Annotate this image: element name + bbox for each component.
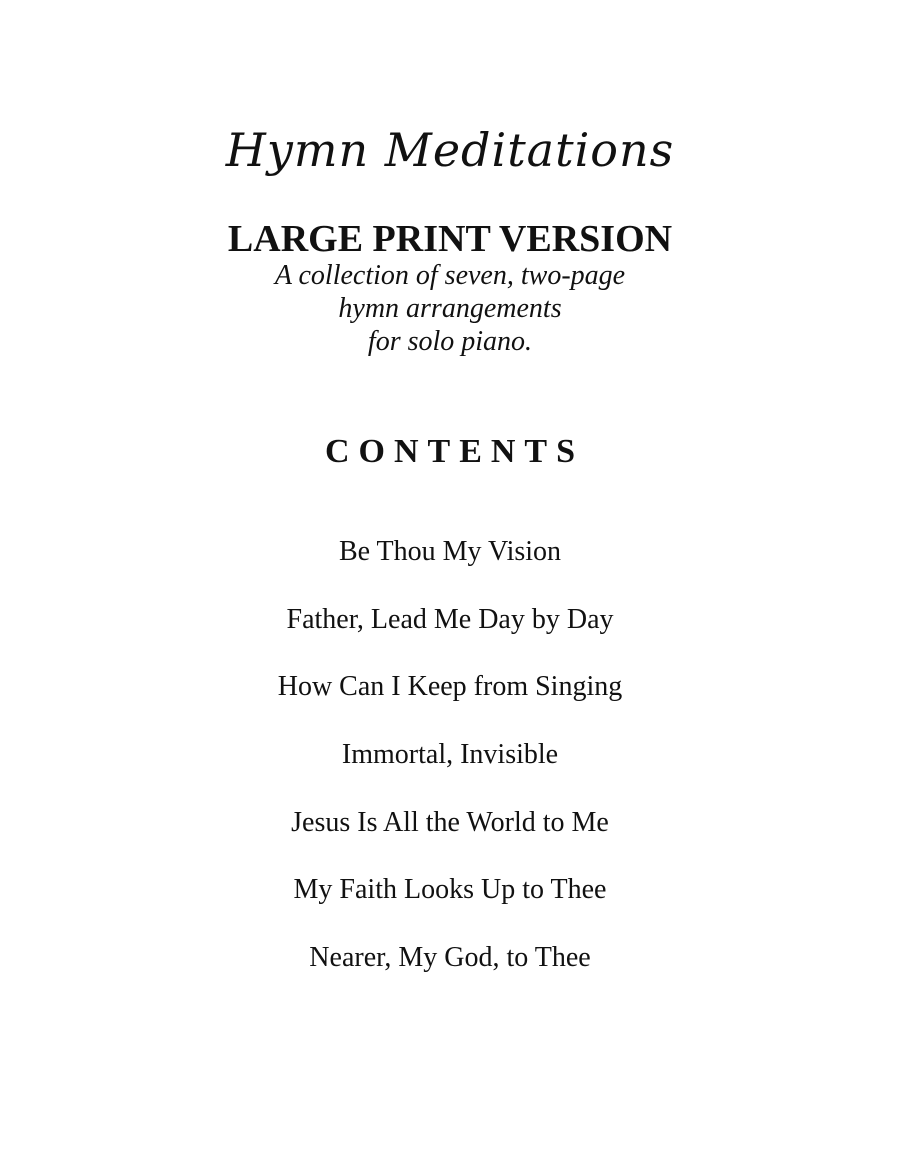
contents-item: How Can I Keep from Singing — [277, 671, 623, 703]
contents-item: Be Thou My Vision — [338, 536, 562, 567]
collection-description — [0, 259, 900, 358]
contents-item: Jesus Is All the World to Me — [291, 806, 609, 838]
contents-list — [0, 530, 900, 1004]
contents-item: Nearer, My God, to Thee — [309, 942, 591, 974]
description-line: A collection of seven, two-page — [274, 260, 626, 291]
document-subtitle: LARGE PRINT VERSION — [227, 218, 673, 260]
description-line: for solo piano. — [367, 326, 533, 357]
document-title: Hymn Meditations — [225, 123, 675, 177]
description-line: hymn arrangements — [338, 293, 562, 324]
contents-heading: CONTENTS — [324, 433, 585, 470]
contents-item: My Faith Looks Up to Thee — [293, 874, 607, 906]
contents-item: Immortal, Invisible — [341, 739, 559, 771]
contents-item: Father, Lead Me Day by Day — [286, 603, 614, 635]
